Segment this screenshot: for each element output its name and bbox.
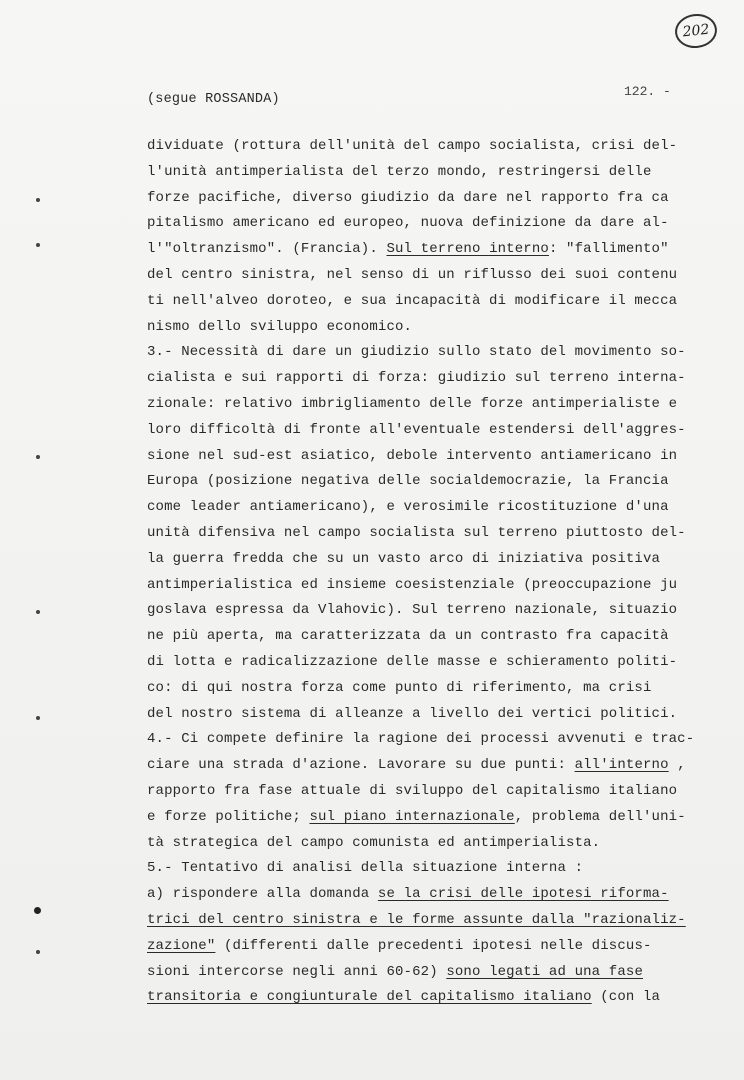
text-line [147,908,717,934]
text-segment: pitalismo americano ed europeo, nuova definizione da dare al- [147,215,669,232]
text-segment: l'unità antimperialista del terzo mondo, restringersi delle [147,163,652,180]
text-line [147,779,717,805]
text-segment: (con la [591,989,661,1006]
text-segment: 4.- Ci compete definire la ragione dei processi avvenuti e trac- [147,731,695,748]
text-segment: : "fallimento" [548,241,669,258]
underlined-text: transitoria e congiunturale del capitalismo italiano [147,989,592,1006]
text-segment: cialista e sui rapporti di forza: giudizio sul terreno interna- [147,370,686,387]
underlined-text: se la crisi delle ipotesi riforma- [377,886,669,903]
page-number: 122. - [624,84,671,99]
text-segment: (differenti dalle precedenti ipotesi nelle discus- [215,937,652,954]
text-line [147,315,717,341]
underlined-text: all'interno [574,757,669,774]
text-segment: come leader antiamericano), e verosimile ricostituzione d'una [147,499,669,516]
text-segment: sione nel sud-est asiatico, debole intervento antiamericano in [147,447,678,464]
text-line [147,186,717,212]
underlined-text: sul piano internazionale [309,808,515,825]
text-line [147,960,717,986]
page-stamp [673,12,718,50]
text-segment: del centro sinistra, nel senso di un riflusso dei suoi contenu [147,266,678,283]
text-segment: ti nell'alveo doroteo, e sua incapacità di modificare il mecca [147,292,678,309]
text-line [147,237,717,263]
text-segment: nismo dello sviluppo economico. [147,318,413,335]
text-line [147,444,717,470]
text-line [147,392,717,418]
text-segment: a) rispondere alla domanda [147,886,378,903]
text-segment: di lotta e radicalizzazione delle masse e schieramento politi- [147,653,678,670]
text-segment: loro difficoltà di fronte all'eventuale estendersi dell'aggres- [147,421,686,438]
text-line [147,521,717,547]
text-line [147,727,717,753]
text-line [147,624,717,650]
text-line [147,676,717,702]
text-line [147,340,717,366]
text-line [147,134,717,160]
text-line [147,160,717,186]
text-line [147,882,717,908]
margin-dot-mark [36,610,40,614]
text-line [147,547,717,573]
text-segment: unità difensiva nel campo socialista sul terreno piuttosto del- [147,524,686,541]
text-segment: forze pacifiche, diverso giudizio da dare nel rapporto fra ca [147,189,669,206]
text-line [147,856,717,882]
margin-ink-mark [34,907,41,914]
text-segment: goslava espressa da Vlahovic). Sul terreno nazionale, situazio [147,602,678,619]
margin-dot-mark [36,950,40,954]
text-segment: 5.- Tentativo di analisi della situazione interna : [147,860,584,877]
text-segment: e forze politiche; [147,808,310,825]
underlined-text: zazione" [147,937,216,954]
text-segment: la guerra fredda che su un vasto arco di iniziativa positiva [147,550,661,567]
text-segment: ciare una strada d'azione. Lavorare su due punti: [147,757,575,774]
margin-dot-mark [36,716,40,720]
text-line [147,495,717,521]
stamp-number: 202 [681,21,711,41]
text-line [147,418,717,444]
text-segment: , [668,757,686,774]
margin-dot-mark [36,198,40,202]
margin-dot-mark [36,243,40,247]
document-body [147,134,717,1011]
text-segment: Europa (posizione negativa delle socialdemocrazie, la Francia [147,473,669,490]
text-line [147,366,717,392]
text-line [147,985,717,1011]
text-segment: 3.- Necessità di dare un giudizio sullo stato del movimento so- [147,344,686,361]
text-segment: del nostro sistema di alleanze a livello dei vertici politici. [147,705,678,722]
text-line [147,753,717,779]
text-line [147,934,717,960]
text-segment: , problema dell'uni- [514,808,686,825]
text-line [147,263,717,289]
text-segment: co: di qui nostra forza come punto di riferimento, ma crisi [147,679,652,696]
text-segment: antimperialistica ed insieme coesistenziale (preoccupazione ju [147,576,678,593]
underlined-text: trici del centro sinistra e le forme assunte dalla "razionaliz- [147,911,686,928]
text-segment: ne più aperta, ma caratterizzata da un contrasto fra capacità [147,628,669,645]
text-line [147,573,717,599]
text-line [147,702,717,728]
text-segment: zionale: relativo imbrigliamento delle forze antimperialiste e [147,395,678,412]
text-line [147,650,717,676]
text-line [147,598,717,624]
text-line [147,211,717,237]
margin-dot-mark [36,455,40,459]
underlined-text: Sul terreno interno [386,241,549,258]
document-header: (segue ROSSANDA) [147,92,280,107]
text-segment: tà strategica del campo comunista ed antimperialista. [147,834,601,851]
text-line [147,805,717,831]
underlined-text: sono legati ad una fase [446,963,643,980]
text-line [147,469,717,495]
text-segment: l'"oltranzismo". (Francia). [147,241,387,258]
text-line [147,289,717,315]
text-segment: rapporto fra fase attuale di sviluppo del capitalismo italiano [147,782,678,799]
text-segment: sioni intercorse negli anni 60-62) [147,963,447,980]
text-line [147,831,717,857]
text-segment: dividuate (rottura dell'unità del campo socialista, crisi del- [147,138,678,154]
